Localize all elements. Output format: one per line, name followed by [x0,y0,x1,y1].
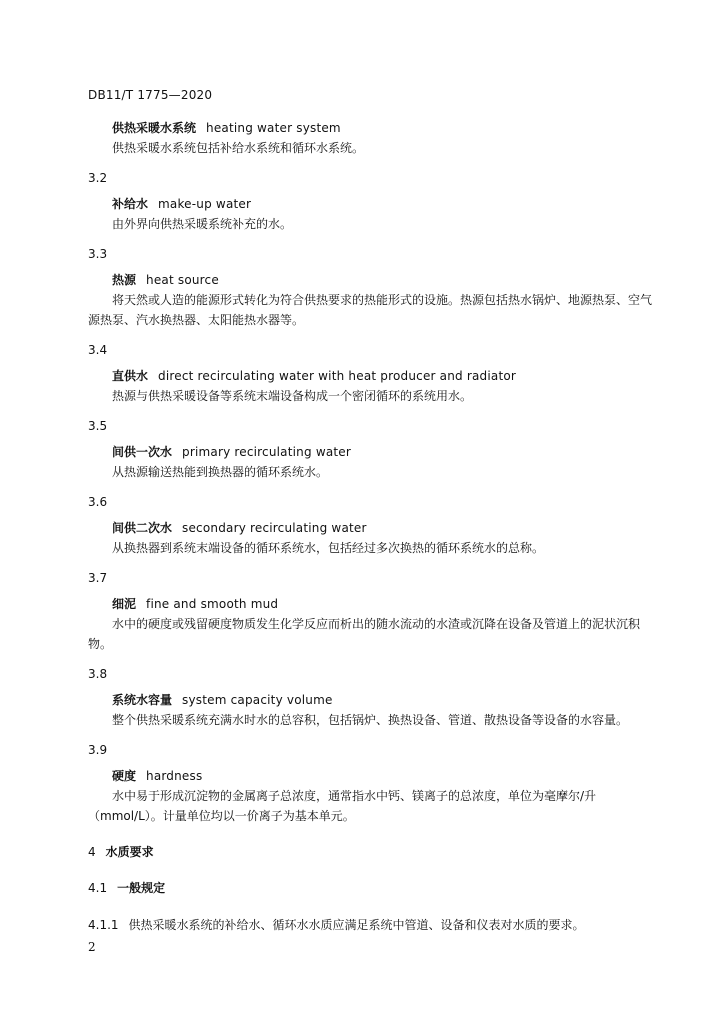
term-number: 3.9 [88,743,108,757]
term-heading [112,520,658,536]
term-definition: 水中易于形成沉淀物的金属离子总浓度，通常指水中钙、镁离子的总浓度，单位为毫摩尔/升（mmol/L）。计量单位均以一价离子为基本单元。 [88,789,597,823]
subsection-heading [88,880,658,896]
term-chinese: 间供二次水 [112,521,173,535]
term-number: 3.4 [88,343,108,357]
clause-number: 4.1.1 [88,918,119,932]
term-english: heating water system [206,121,341,135]
term-chinese: 细泥 [112,597,137,611]
term-heading [112,272,658,288]
term-definition: 供热采暖水系统包括补给水系统和循环水系统。 [112,141,365,155]
term-english: make-up water [158,197,252,211]
term-chinese: 直供水 [112,369,149,383]
document-body [88,120,658,934]
term-entry [88,234,658,330]
term-definition: 热源与供热采暖设备等系统末端设备构成一个密闭循环的系统用水。 [112,389,473,403]
standard-code: DB11/T 1775—2020 [88,88,213,102]
term-entry [88,158,658,234]
clause-text: 供热采暖水系统的补给水、循环水水质应满足系统中管道、设备和仪表对水质的要求。 [128,918,585,932]
term-heading [112,692,658,708]
clause [88,916,658,934]
term-entry [88,654,658,730]
term-english: fine and smooth mud [146,597,279,611]
term-heading [112,444,658,460]
term-english: secondary recirculating water [182,521,367,535]
term-number: 3.7 [88,571,108,585]
term-entry [88,120,658,158]
subsection-title: 一般规定 [117,881,166,895]
term-chinese: 热源 [112,273,137,287]
term-heading [112,368,658,384]
term-heading [112,596,658,612]
term-english: heat source [146,273,219,287]
term-definition: 从热源输送热能到换热器的循环系统水。 [112,465,329,479]
term-definition: 将天然或人造的能源形式转化为符合供热要求的热能形式的设施。热源包括热水锅炉、地源热泵、空气源热泵、汽水换热器、太阳能热水器等。 [88,293,653,327]
term-chinese: 系统水容量 [112,693,173,707]
page-number: 2 [88,940,96,954]
term-number: 3.2 [88,171,108,185]
term-definition: 水中的硬度或残留硬度物质发生化学反应而析出的随水流动的水渣或沉降在设备及管道上的泥状沉积物。 [88,617,641,651]
term-entry [88,482,658,558]
section-number: 4 [88,845,96,859]
term-number: 3.5 [88,419,108,433]
term-entry [88,730,658,826]
term-english: direct recirculating water with heat producer and radiator [158,369,517,383]
term-number: 3.6 [88,495,108,509]
term-definition: 由外界向供热采暖系统补充的水。 [112,217,293,231]
term-english: hardness [146,769,203,783]
term-chinese: 间供一次水 [112,445,173,459]
term-heading [112,768,658,784]
term-definition: 从换热器到系统末端设备的循环系统水，包括经过多次换热的循环系统水的总称。 [112,541,545,555]
term-english: system capacity volume [182,693,333,707]
term-number: 3.3 [88,247,108,261]
term-heading [112,196,658,212]
term-chinese: 补给水 [112,197,149,211]
term-entries-list [88,158,658,826]
term-entry [88,558,658,654]
term-number: 3.8 [88,667,108,681]
term-english: primary recirculating water [182,445,352,459]
term-heading [112,120,658,136]
subsection-number: 4.1 [88,881,108,895]
term-chinese: 供热采暖水系统 [112,121,197,135]
section-title: 水质要求 [105,845,154,859]
term-entry [88,406,658,482]
section-heading [88,844,658,860]
term-definition: 整个供热采暖系统充满水时水的总容积，包括锅炉、换热设备、管道、散热设备等设备的水容量。 [112,713,629,727]
term-entry [88,330,658,406]
term-chinese: 硬度 [112,769,137,783]
